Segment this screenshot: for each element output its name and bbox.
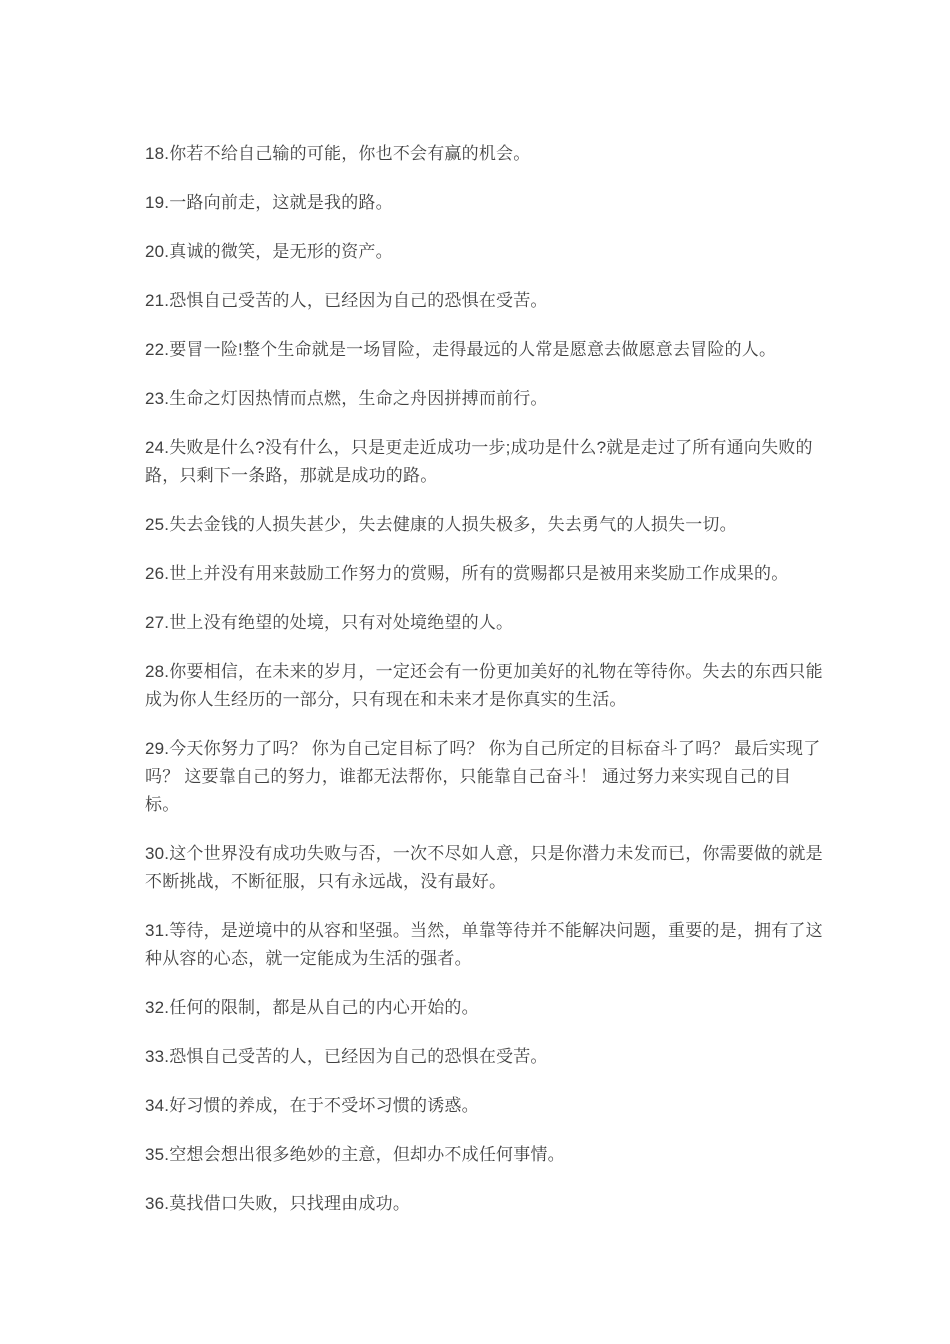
quote-item: 28.你要相信，在未来的岁月，一定还会有一份更加美好的礼物在等待你。失去的东西只能成为你人生经历的一部分，只有现在和未来才是你真实的生活。: [145, 662, 823, 709]
quote-item: 26.世上并没有用来鼓励工作努力的赏赐，所有的赏赐都只是被用来奖励工作成果的。: [145, 564, 789, 583]
quote-item: 34.好习惯的养成，在于不受坏习惯的诱惑。: [145, 1096, 479, 1115]
quote-item: 31.等待，是逆境中的从容和坚强。当然，单靠等待并不能解决问题，重要的是，拥有了这种从容的心态，就一定能成为生活的强者。: [145, 921, 823, 968]
quote-item: 32.任何的限制，都是从自己的内心开始的。: [145, 998, 479, 1017]
quote-item: 22.要冒一险!整个生命就是一场冒险，走得最远的人常是愿意去做愿意去冒险的人。: [145, 340, 777, 359]
quote-item: 19.一路向前走，这就是我的路。: [145, 193, 393, 212]
quote-item: 29.今天你努力了吗？ 你为自己定目标了吗？ 你为自己所定的目标奋斗了吗？ 最后实现了吗？ 这要靠自己的努力，谁都无法帮你，只能靠自己奋斗！ 通过努力来实现自己的目标。: [145, 739, 821, 814]
quote-item: 21.恐惧自己受苦的人，已经因为自己的恐惧在受苦。: [145, 291, 548, 310]
quote-item: 36.莫找借口失败，只找理由成功。: [145, 1194, 411, 1213]
quote-item: 18.你若不给自己输的可能，你也不会有赢的机会。: [145, 144, 531, 163]
quote-item: 35.空想会想出很多绝妙的主意，但却办不成任何事情。: [145, 1145, 565, 1164]
quote-item: 24.失败是什么?没有什么，只是更走近成功一步;成功是什么?就是走过了所有通向失败的路，只剩下一条路，那就是成功的路。: [145, 438, 813, 485]
quote-item: 27.世上没有绝望的处境，只有对处境绝望的人。: [145, 613, 514, 632]
quote-item: 23.生命之灯因热情而点燃，生命之舟因拼搏而前行。: [145, 389, 548, 408]
quote-item: 33.恐惧自己受苦的人，已经因为自己的恐惧在受苦。: [145, 1047, 548, 1066]
quote-item: 30.这个世界没有成功失败与否，一次不尽如人意，只是你潜力未发而已，你需要做的就是不断挑战，不断征服，只有永远战，没有最好。: [145, 844, 823, 891]
quote-item: 20.真诚的微笑，是无形的资产。: [145, 242, 393, 261]
quote-list: [145, 140, 823, 1218]
quote-item: 25.失去金钱的人损失甚少，失去健康的人损失极多，失去勇气的人损失一切。: [145, 515, 737, 534]
